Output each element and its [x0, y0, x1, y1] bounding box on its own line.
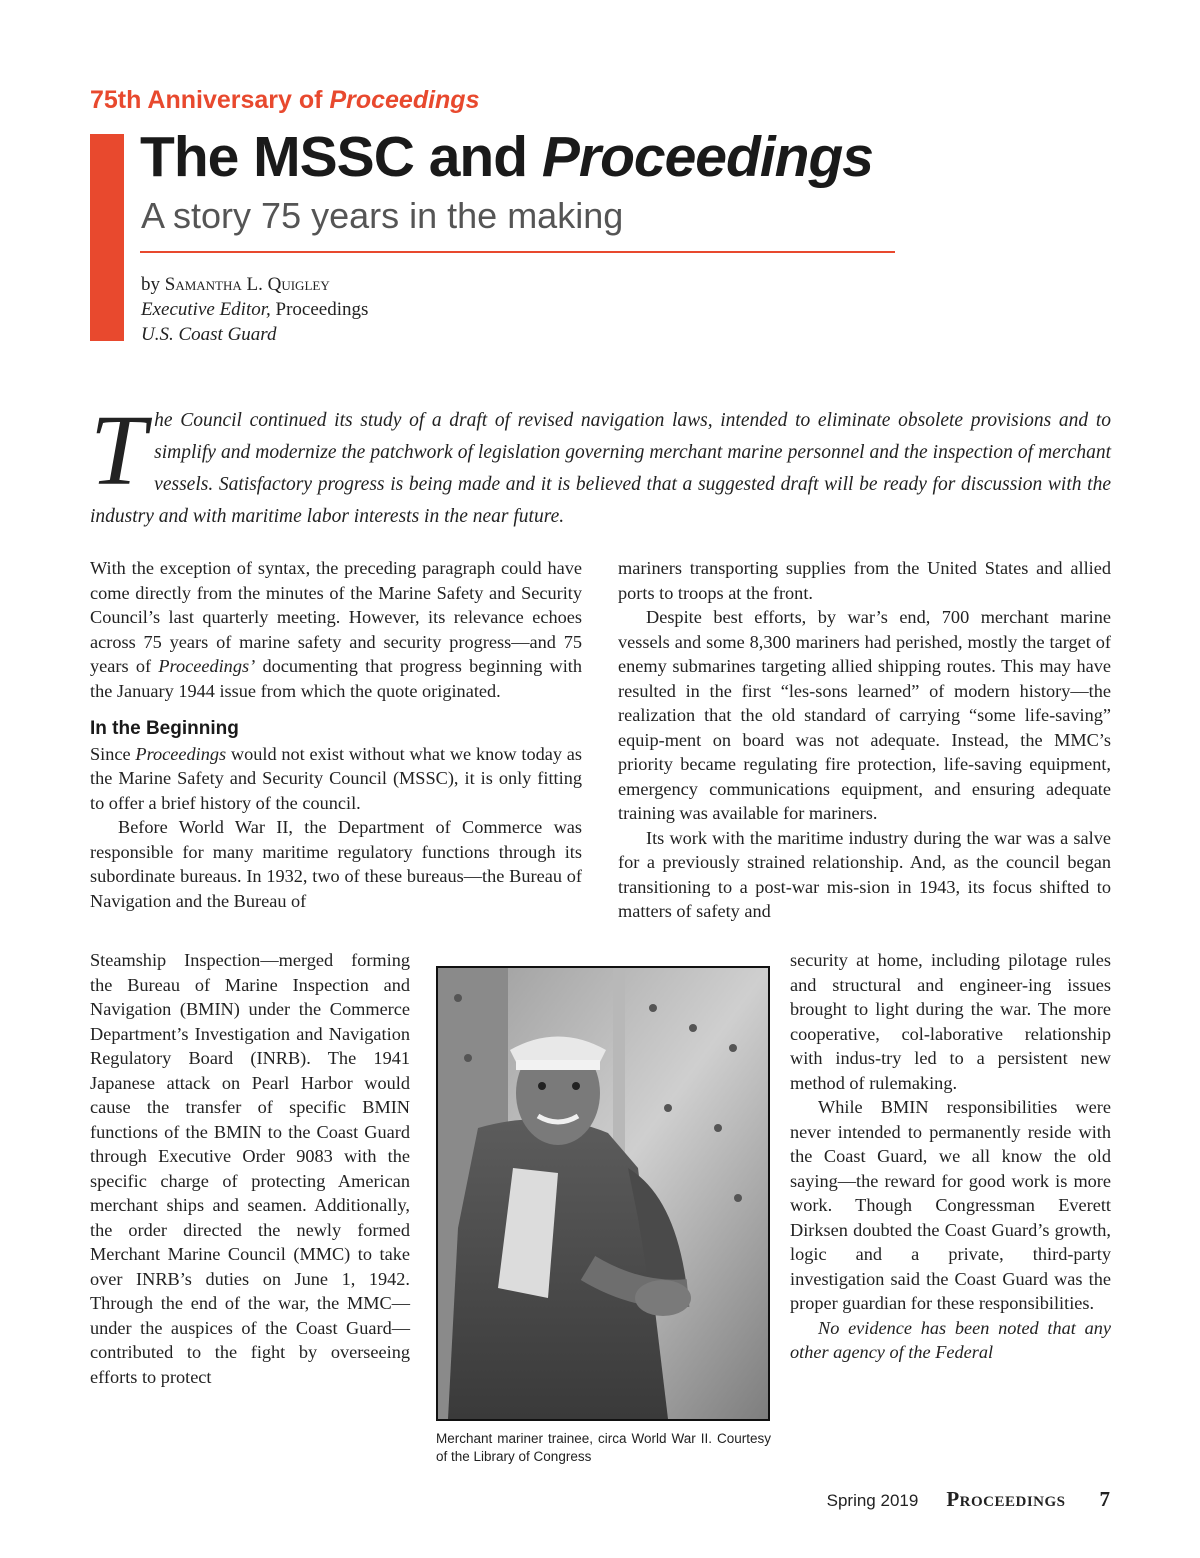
title-italic: Proceedings: [541, 125, 873, 189]
lede-text: he Council continued its study of a draft of revised navigation laws, intended to eliminate obsolete provisions and to simplify and modernize the patchwork of legislation governing merchant marine personnel and the inspection of merchant vessels. Satisfactory progress is being made and it is believed that a suggested draft will be ready for discussion with the industry and with maritime labor interests in the near future.: [90, 410, 1111, 527]
p2-text-b: would not exist without what we know today as the Marine Safety and Security Council (MSSC), it is only fitting to offer a brief history of the council.: [90, 743, 582, 813]
kicker-italic: Proceedings: [329, 86, 480, 114]
p2-italic: Proceedings: [135, 743, 227, 764]
accent-bar: [90, 134, 124, 341]
p1-italic: Proceedings’: [158, 656, 256, 676]
p2-text-a: Since: [90, 743, 136, 764]
footer-page-number: 7: [1099, 1487, 1110, 1511]
column-right-bottom: [790, 948, 1111, 1365]
section-heading: In the Beginning: [90, 718, 239, 739]
title-prefix: The MSSC and: [140, 125, 542, 189]
column-left-top: [90, 556, 582, 913]
photo-illustration: [438, 968, 768, 1419]
lede-quote: [90, 394, 1111, 533]
byline-author-line: [141, 272, 368, 297]
drop-cap: T: [90, 394, 147, 506]
body-paragraph-3-continued: Steamship Inspection—merged forming the Bureau of Marine Inspection and Navigation (BMIN) under the Commerce Department’s Investigation and Navigation Regulatory Board (INRB). The 1941 Japanese attack on Pearl Harbor would cause the transfer of specific BMIN functions of the BMIN to the Coast Guard through Executive Order 9083 with the specific charge of protecting American merchant ships and seamen. Additionally, the order directed the newly formed Merchant Marine Council (MMC) to take over INRB’s duties on June 1, 1942. Through the end of the war, the MMC—under the auspices of the Coast Guard—contributed to the fight by overseeing efforts to protect: [90, 950, 410, 1387]
column-left-bottom: [90, 948, 410, 1389]
body-paragraph-1: [90, 556, 582, 703]
body-paragraph-8: No evidence has been noted that any other agency of the Federal: [790, 1317, 1111, 1362]
p1-text-a: With the exception of syntax, the preceding paragraph could have come directly from the minutes of the Marine Safety and Security Council’s last quarterly meeting. However, its relevance echoes across 75 years of marine safety and security progress—and 75 years of: [90, 558, 582, 676]
photo-caption: Merchant mariner trainee, circa World War II. Courtesy of the Library of Congress: [436, 1431, 771, 1464]
column-right-top: [618, 556, 1111, 924]
body-paragraph-5: Despite best efforts, by war’s end, 700 merchant marine vessels and some 8,300 mariners had perished, mostly the target of enemy submarines targeting allied shipping routes. This may have resulted in the first “les-sons learned” of modern history—the realization that the old standard of carrying “some life-saving” equip-ment on board was not adequate. Instead, the MMC’s priority became regulating fire protection, life-saving equipment, emergency communications equipment, and ensuring adequate training was available for mariners.: [618, 607, 1111, 823]
byline-org: U.S. Coast Guard: [141, 324, 277, 345]
kicker-prefix: 75th Anniversary of: [90, 86, 330, 114]
byline-role-line: [141, 297, 368, 322]
footer-magazine: Proceedings: [946, 1487, 1066, 1511]
byline: [141, 272, 368, 347]
byline-author: Samantha L. Quigley: [164, 274, 330, 295]
section-kicker: [90, 86, 480, 115]
body-paragraph-4: mariners transporting supplies from the United States and allied ports to troops at the front.: [618, 558, 1111, 603]
byline-publication: Proceedings: [270, 299, 369, 320]
footer-issue: Spring 2019: [826, 1491, 919, 1510]
page-footer: [827, 1487, 1110, 1512]
body-paragraph-6: Its work with the maritime industry during the war was a salve for a previously strained relationship. And, as the council began transitioning to a post-war mis-sion in 1943, its focus shifted to matters of safety and: [618, 827, 1111, 921]
title-divider: [140, 251, 895, 253]
byline-role: Executive Editor,: [141, 299, 271, 320]
article-title: [140, 124, 873, 190]
byline-by: by: [141, 274, 165, 295]
article-subtitle: A story 75 years in the making: [141, 195, 624, 236]
body-paragraph-6-continued: security at home, including pilotage rules and structural and engineer-ing issues brought to light during the war. The more cooperative, col-laborative relationship with indus-try led to a persistent new method of rulemaking.: [790, 950, 1111, 1093]
body-paragraph-2: [90, 742, 582, 816]
body-paragraph-7: While BMIN responsibilities were never intended to permanently reside with the Coast Guard, we all know the old saying—the reward for good work is more work. Though Congressman Everett Dirksen doubted the Coast Guard’s growth, logic and a private, third-party investigation said the Coast Guard was the proper guardian for these responsibilities.: [790, 1097, 1111, 1313]
p1-text-b: documenting that progress beginning with the January 1944 issue from which the quote originated.: [90, 656, 582, 701]
mariner-photo: [436, 966, 770, 1421]
body-paragraph-3: Before World War II, the Department of Commerce was responsible for many maritime regulatory functions through its subordinate bureaus. In 1932, two of these bureaus—the Bureau of Navigation and the Bureau of: [90, 817, 582, 911]
